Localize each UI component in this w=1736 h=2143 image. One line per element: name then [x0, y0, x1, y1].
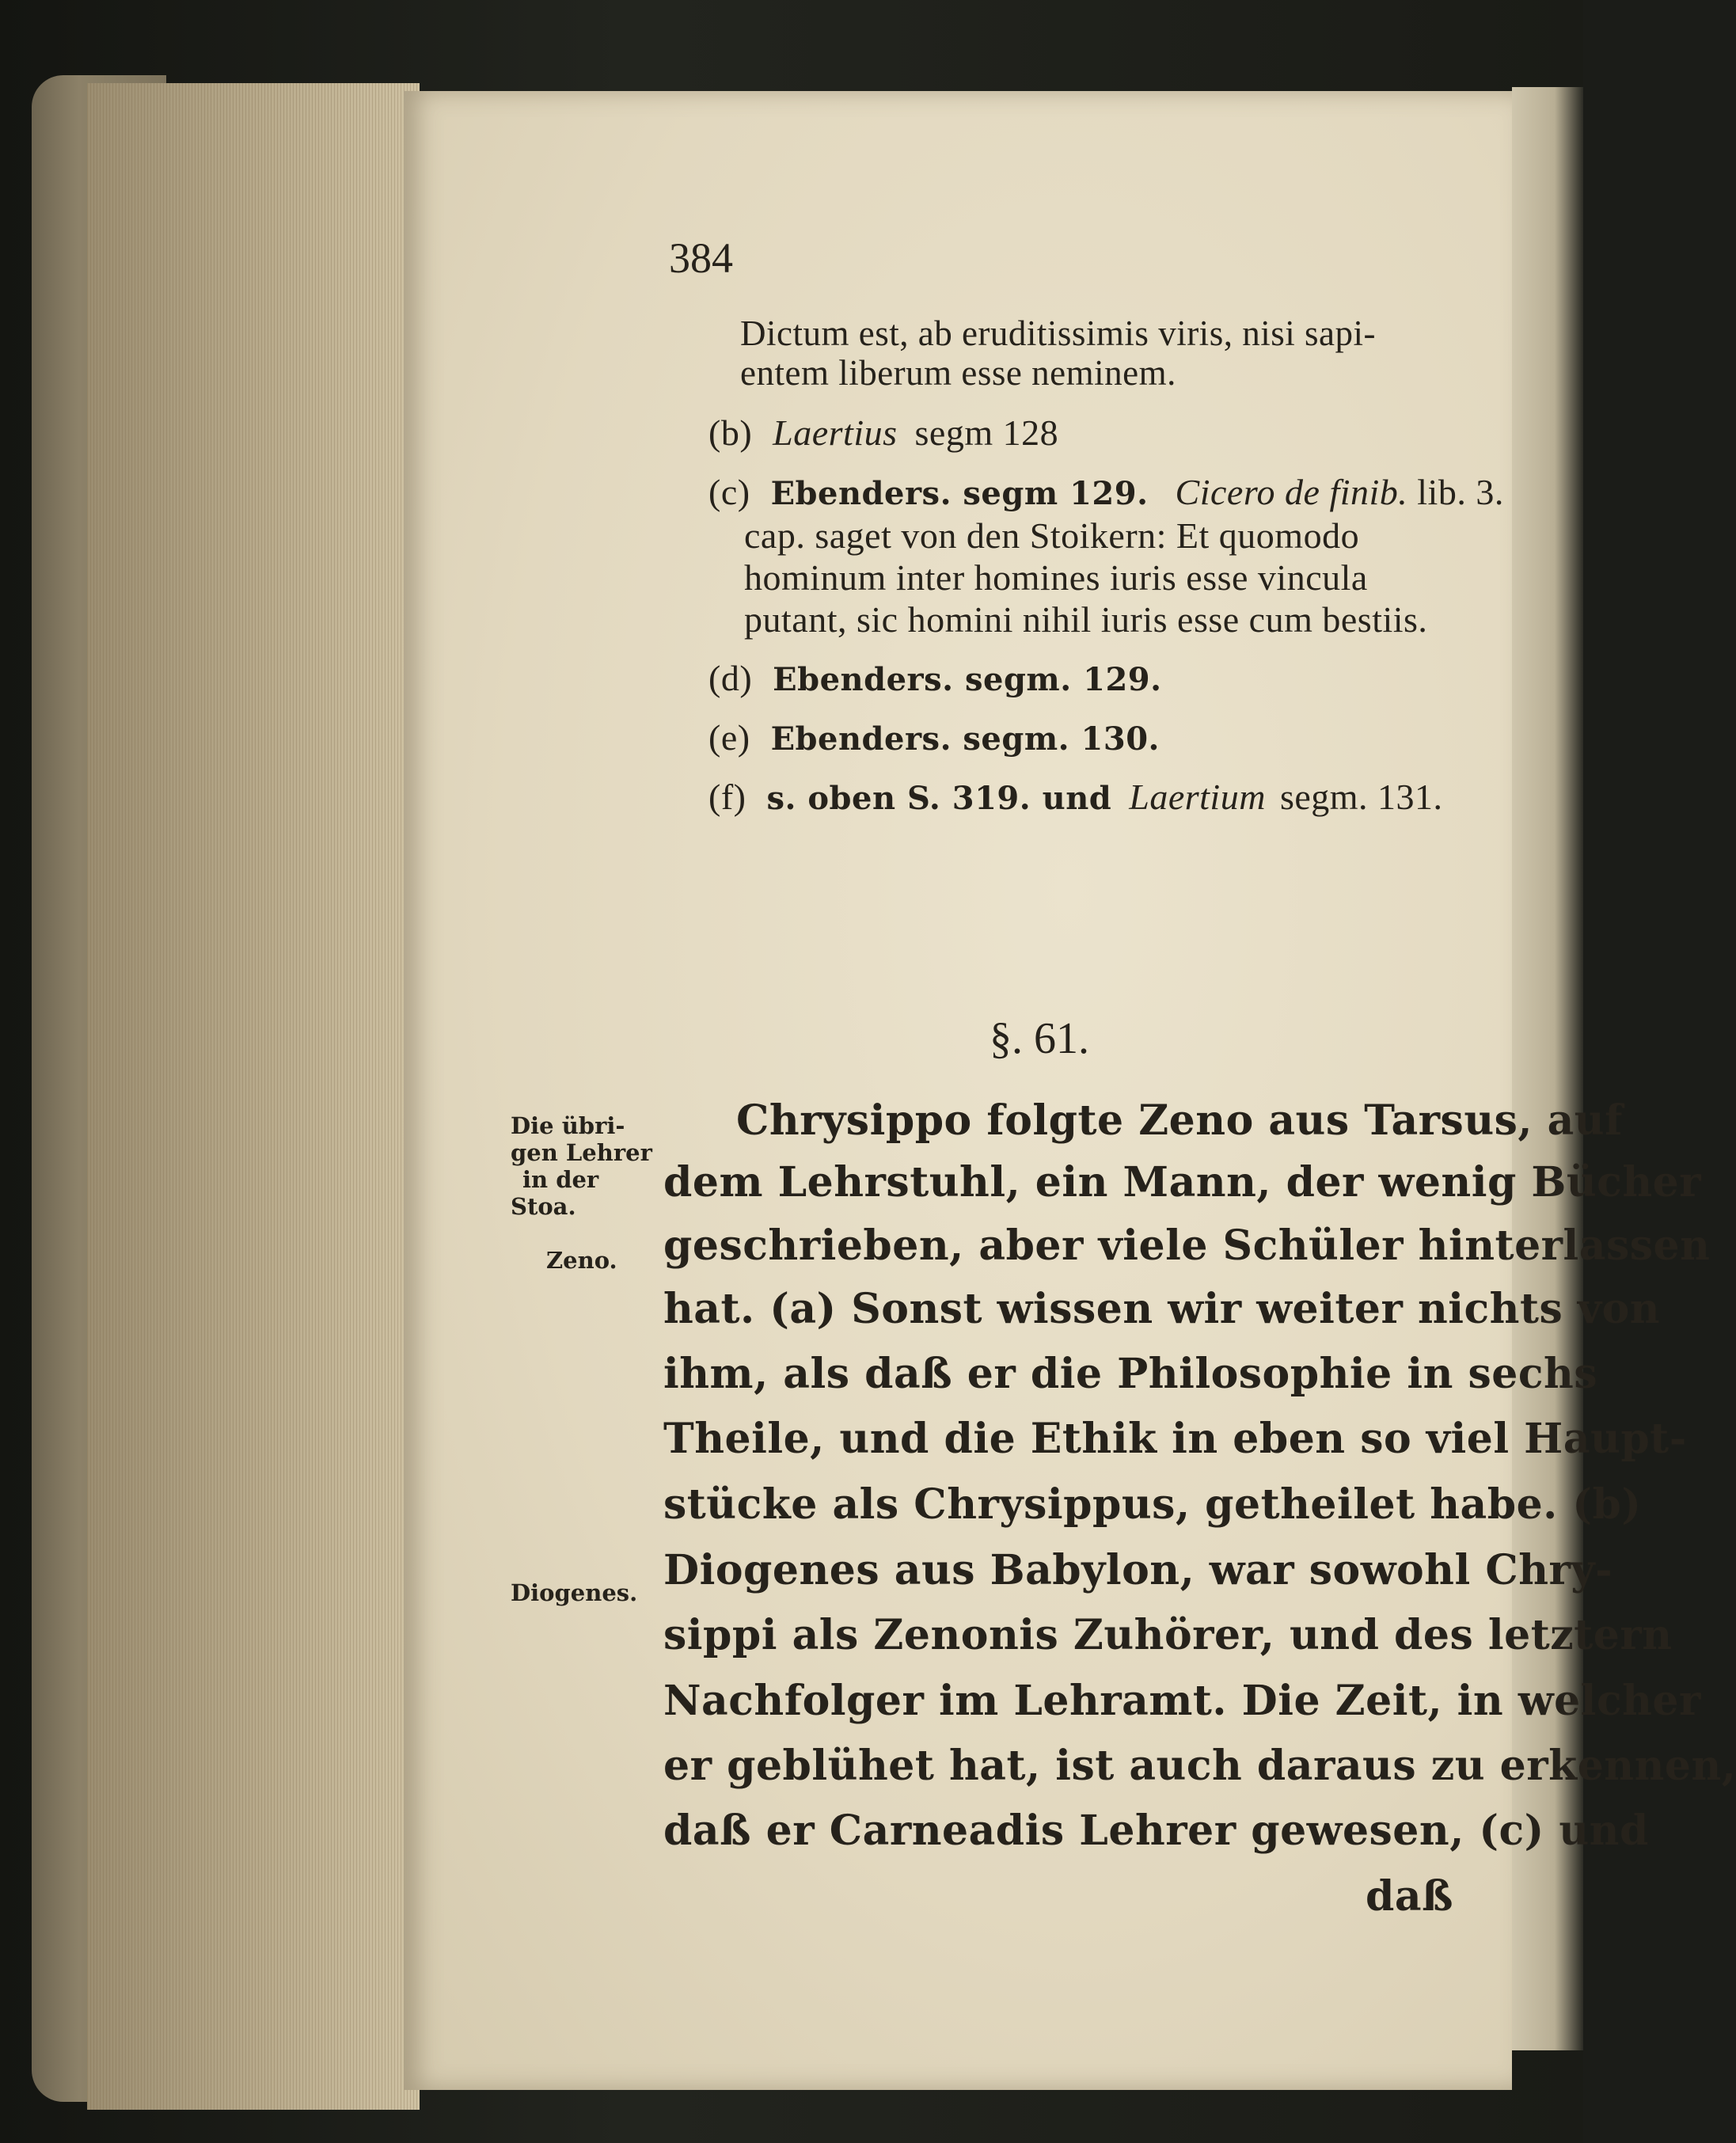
book-page: [404, 91, 1736, 2090]
footnote-b: [708, 412, 1058, 454]
body-line: hat. (a) Sonst wissen wir weiter nichts von: [663, 1285, 1661, 1333]
footnote-text-line: hominum inter homines iuris esse vincula: [744, 557, 1368, 598]
body-line: Nachfolger im Lehramt. Die Zeit, in welcher: [663, 1677, 1701, 1725]
body-line: Theile, und die Ethik in eben so viel Haupt-: [663, 1415, 1687, 1463]
margin-note-line: gen Lehrer: [511, 1139, 652, 1166]
footnote-reference: Cicero de finib.: [1175, 472, 1408, 512]
catchword: daß: [1366, 1872, 1454, 1921]
body-line: daß er Carneadis Lehrer gewesen, (c) und: [663, 1807, 1649, 1855]
margin-note-diogenes: Diogenes.: [511, 1579, 638, 1606]
section-heading: §. 61.: [990, 1014, 1089, 1063]
body-line: ihm, als daß er die Philosophie in sechs: [663, 1350, 1598, 1398]
footnote-text-line: Dictum est, ab eruditissimis viris, nisi sapi-: [740, 313, 1376, 353]
body-line: geschrieben, aber viele Schüler hinterlassen: [663, 1222, 1711, 1270]
body-line: Chrysippo folgte Zeno aus Tarsus, auf: [736, 1096, 1623, 1145]
margin-note-line: in der: [522, 1166, 599, 1193]
footnote-text: segm 128: [914, 412, 1059, 453]
footnote-text: Ebenders. segm. 129.: [773, 661, 1162, 698]
margin-note-line: Stoa.: [511, 1193, 576, 1220]
body-line: Diogenes aus Babylon, war sowohl Chry-: [663, 1546, 1613, 1594]
footnote-e: [708, 716, 1160, 758]
body-line: dem Lehrstuhl, ein Mann, der wenig Bücher: [663, 1158, 1702, 1206]
footnote-d: [708, 657, 1162, 699]
body-line: sippi als Zenonis Zuhörer, und des letztern: [663, 1611, 1673, 1659]
footnote-text: Ebenders. segm. 130.: [770, 720, 1160, 758]
footnote-f: [708, 776, 1443, 818]
margin-note-line: Die übri-: [511, 1112, 625, 1139]
margin-note-line: Zeno.: [546, 1247, 617, 1274]
body-line: er geblühet hat, ist auch daraus zu erkennen,: [663, 1742, 1736, 1790]
footnote-marker: (d): [708, 658, 753, 698]
footnote-text-line: putant, sic homini nihil iuris esse cum bestiis.: [744, 599, 1428, 640]
page-number: 384: [669, 234, 733, 282]
footnote-text-line: entem liberum esse neminem.: [740, 353, 1176, 393]
footnote-reference: Laertius: [773, 412, 898, 453]
footnote-marker: (e): [708, 717, 750, 758]
footnote-marker: (b): [708, 412, 753, 453]
footnote-text: segm. 131.: [1279, 777, 1443, 817]
footnote-text: s. oben S. 319. und: [766, 780, 1112, 817]
body-line: stücke als Chrysippus, getheilet habe. (b): [663, 1480, 1642, 1529]
footnote-marker: (f): [708, 777, 746, 817]
footnote-text: lib. 3.: [1417, 472, 1504, 512]
page-edges: [87, 83, 420, 2110]
footnote-marker: (c): [708, 472, 750, 512]
footnote-text: Ebenders. segm 129.: [770, 475, 1149, 512]
footnote-text-line: cap. saget von den Stoikern: Et quomodo: [744, 515, 1360, 556]
footnote-c: [708, 471, 1504, 513]
footnote-reference: Laertium: [1129, 777, 1266, 817]
